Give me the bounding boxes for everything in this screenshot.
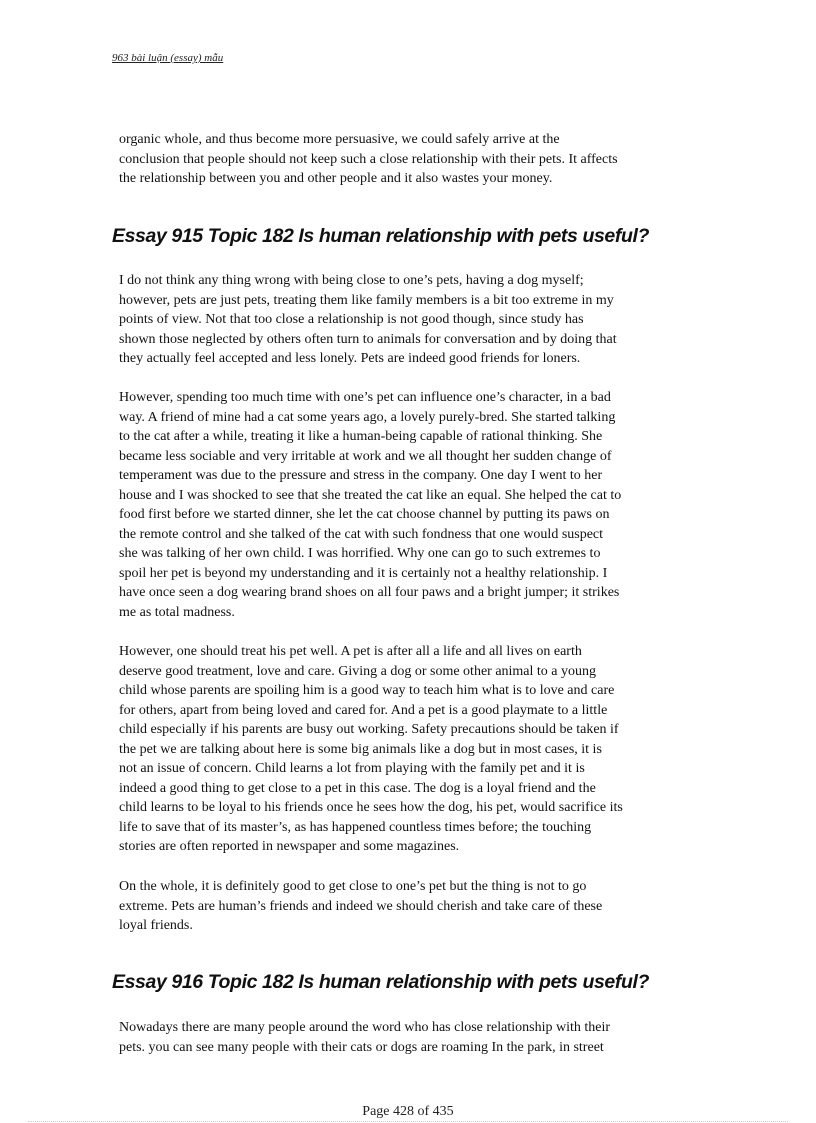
text-line: shown those neglected by others often turn to animals for conversation and by doing that: [119, 331, 617, 347]
text-line: however, pets are just pets, treating them like family members is a bit too extreme in my: [119, 292, 614, 308]
essay-915-title: Essay 915 Topic 182 Is human relationship with pets useful?: [112, 225, 650, 247]
text-line: way. A friend of mine had a cat some years ago, a lovely purely-bred. She started talking: [119, 409, 616, 425]
text-line: food first before we started dinner, she let the cat choose channel by putting its paws on: [119, 507, 610, 522]
text-line: stories are often reported in newspaper and some magazines.: [119, 839, 460, 854]
essay-916-title: Essay 916 Topic 182 Is human relationship with pets useful?: [112, 971, 650, 993]
footer-divider: [28, 1121, 788, 1122]
intro-paragraph: [119, 130, 699, 189]
text-line: deserve good treatment, love and care. Giving a dog or some other animal to a young: [119, 663, 597, 679]
text-line: the pet we are talking about here is some big animals like a dog but in most cases, it is: [119, 741, 602, 757]
text-line: spoil her pet is beyond my understanding and it is certainly not a healthy relationship. I: [119, 565, 608, 581]
text-line: child whose parents are spoiling him is a good way to teach him what is to love and care: [119, 683, 615, 698]
essay-916-paragraph-1: [119, 1018, 699, 1057]
text-line: temperament was due to the pressure and stress in the company. One day I went to her: [119, 468, 603, 483]
text-line: loyal friends.: [119, 918, 193, 933]
text-line: On the whole, it is definitely good to get close to one’s pet but the thing is not to go: [119, 879, 587, 894]
essay-915-paragraph-1: [119, 271, 699, 369]
text-line: points of view. Not that too close a relationship is not good though, since study has: [119, 312, 584, 327]
text-line: me as total madness.: [119, 604, 235, 620]
text-line: life to save that of its master’s, as has happened countless times before; the touching: [119, 819, 592, 835]
essay-915-paragraph-4: [119, 877, 699, 936]
text-line: to the cat after a while, treating it like a human-being capable of rational thinking. She: [119, 429, 603, 444]
text-line: the relationship between you and other people and it also wastes your money.: [119, 171, 553, 186]
text-line: organic whole, and thus become more persuasive, we could safely arrive at the: [119, 132, 560, 147]
page-number: Page 428 of 435: [362, 1104, 454, 1119]
text-line: have once seen a dog wearing brand shoes on all four paws and a bright jumper; it strikes: [119, 585, 620, 600]
essay-915-paragraph-3: [119, 642, 699, 857]
text-line: they actually feel accepted and less lonely. Pets are indeed good friends for loners.: [119, 351, 581, 366]
text-line: child learns to be loyal to his friends once he sees how the dog, his pet, would sacrifice its: [119, 800, 623, 815]
text-line: conclusion that people should not keep such a close relationship with their pets. It affects: [119, 151, 618, 167]
text-line: However, one should treat his pet well. A pet is after all a life and all lives on earth: [119, 644, 582, 659]
text-line: she was talking of her own child. I was horrified. Why one can go to such extremes to: [119, 546, 601, 561]
running-header: 963 bài luận (essay) mẫu: [112, 52, 224, 64]
text-line: became less sociable and very irritable at work and we all thought her sudden change of: [119, 448, 612, 464]
text-line: for others, apart from being loved and cared for. And a pet is a good playmate to a little: [119, 702, 608, 718]
text-line: house and I was shocked to see that she treated the cat like an equal. She helped the cat to: [119, 487, 622, 503]
text-line: I do not think any thing wrong with being close to one’s pets, having a dog myself;: [119, 273, 584, 288]
text-line: indeed a good thing to get close to a pet in this case. The dog is a loyal friend and the: [119, 780, 596, 796]
essay-915-paragraph-2: [119, 388, 699, 622]
text-line: child especially if his parents are busy out working. Safety precautions should be taken if: [119, 722, 619, 737]
text-line: However, spending too much time with one’s pet can influence one’s character, in a bad: [119, 390, 611, 405]
text-line: the remote control and she talked of the cat with such fondness that one would suspect: [119, 526, 604, 542]
text-line: pets. you can see many people with their cats or dogs are roaming In the park, in street: [119, 1039, 604, 1055]
text-line: Nowadays there are many people around the word who has close relationship with their: [119, 1020, 611, 1035]
text-line: extreme. Pets are human’s friends and indeed we should cherish and take care of these: [119, 898, 603, 914]
text-line: not an issue of concern. Child learns a lot from playing with the family pet and it is: [119, 761, 585, 776]
